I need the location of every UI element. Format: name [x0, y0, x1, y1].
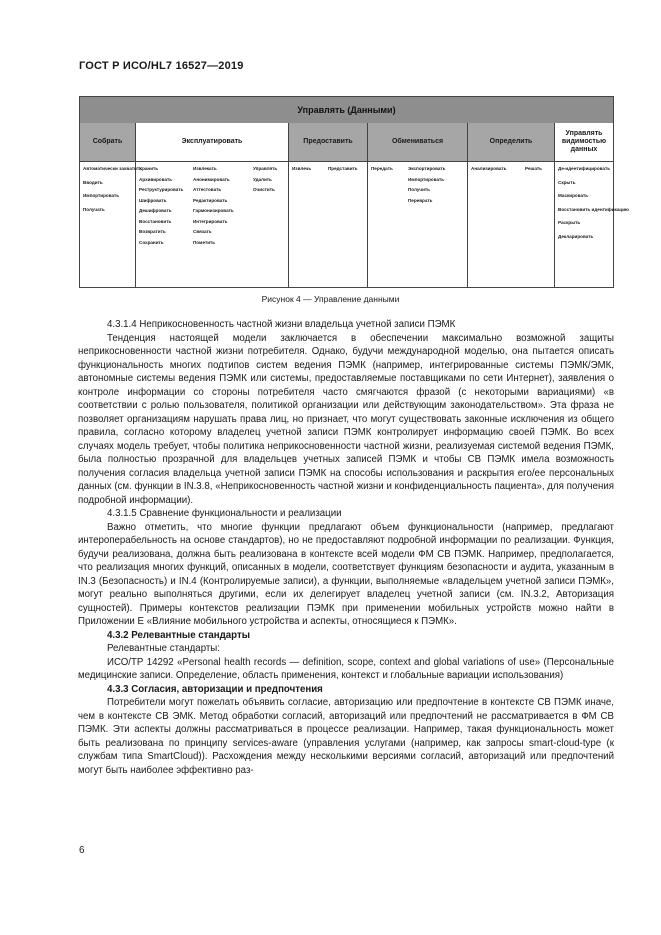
transmit-subcolumn	[368, 161, 405, 287]
figure-caption: Рисунок 4 — Управление данными	[261, 294, 400, 304]
section-heading: 4.3.3 Согласия, авторизации и предпочтения	[107, 683, 323, 695]
extract-subcolumn	[190, 161, 250, 287]
column-header-provide: Предоставить	[289, 123, 368, 161]
function-item: Аттестовать	[193, 187, 222, 192]
function-item: Гармонизировать	[193, 208, 234, 213]
function-item: Извлечь	[292, 166, 312, 171]
function-item: Декларировать	[558, 233, 594, 239]
function-item: Переврать	[408, 197, 433, 203]
visibility-column	[555, 161, 629, 287]
column-header-collect: Собрать	[80, 123, 136, 161]
manage-subcolumn	[250, 161, 289, 287]
decide-subcolumn	[522, 161, 555, 287]
function-item: Экспортировать	[408, 166, 446, 171]
function-item: Маскировать	[558, 193, 589, 198]
function-item: Интегрировать	[193, 218, 228, 224]
paragraph: Тенденция настоящей модели заключается в обеспечении максимально возможной защиты неприкосновенности частной жизни потребителя. Однако, будучи международной моделью, она пытается описать функциональность многих подтипов систем ведения ПЭМК (например, интегрированные системы ПЭМК/ЭМК, автономные системы ведения ПЭМК или системы, предоставляемые поставщиками по сети Интернет), заявления о контроле информации со стороны потребителя часто смягчаются фразой (с некоторыми вариациями) «в соответствии с ролью пользователя, политикой организации или действующим законодательством». Эта фраза не позволяет организациям нарушать права лиц, но признает, что могут существовать законные исключения из общего правила, согласно которому владелец учетной записи ПЭМК контролирует информацию своей ПЭМК. Во всех случаях модель требует, чтобы политика неприкосновенности частной жизни, реализуемая системой ведения ПЭМК, была полностью прозрачной для владельцев учетных записей ПЭМК и чтобы СВ ПЭМК имела возможность получения согласия владельца учетной записи ПЭМК на способы использования и раскрытия его/ее персональных данных (см. функции в IN.3.8, «Неприкосновенность частной жизни и конфиденциальность пациента», для получения подробной информации).	[78, 332, 614, 506]
function-item: Очистить	[253, 187, 275, 192]
body-text	[78, 318, 614, 777]
function-item: Реструктурировать	[139, 187, 184, 192]
function-item: Восстановить	[139, 218, 172, 224]
function-item: Связать	[193, 229, 212, 234]
paragraph: Важно отметить, что многие функции предлагают объем функциональности (например, предлагают интероперабельность на основе стандартов), но не предоставляют подробной информации по реализации. Функция, будучи реализована, должна быть реализована в контексте всей модели ФМ СВ ПЭМК. Например, предполагается, что реализация многих функций, описанных в модели, соответствует функциям безопасности и аудита, указанным в IN.3 (Безопасность) и IN.4 (Контролируемые записи), а функции, выполняемые «владельцем учетной записи ПЭМК», могут реально выполняться другими, если их делегирует владелец учетной записи (см. IN.3.2, Авторизация сущностей). Примеры контекстов реализации ПЭМК при применении мобильных устройств можно найти в Приложении Е «Влияние мобильного устройства и аспекты, относящиеся к ПЭМК».	[78, 521, 614, 627]
paragraph: ИСО/ТР 14292 «Personal health records — definition, scope, context and global variations of use» (Персональные медицинские записи. Определение, область применения, контекст и глобальные вариации использования)	[78, 656, 614, 681]
function-item: Извлекать	[193, 166, 217, 171]
function-item: Сохранить	[139, 239, 164, 245]
function-item: Шифровать	[139, 197, 167, 203]
column-header-visibility: Управлять видимостью данных	[555, 123, 613, 161]
column-header-operate: Эксплуатировать	[136, 123, 289, 161]
function-item: Автоматически захватить	[83, 166, 142, 171]
figure-header-row	[80, 123, 613, 162]
analyze-subcolumn	[468, 161, 522, 287]
function-item: Раскрыть	[558, 220, 581, 225]
function-item: Анализировать	[471, 166, 507, 171]
function-item: Решать	[525, 166, 542, 171]
paragraph: Потребители могут пожелать объявить согласие, авторизацию или предпочтение в контексте СВ ПЭМК иначе, чем в контексте СВ ЭМК. Метод обработки согласий, авторизаций или предпочтений не рассматривается в ФМ СВ ПЭМК. Эти аспекты должны рассматриваться в процессе реализации. Например, такая функциональность может быть реализована по принципу services-aware (управления услугами (например, как запросы smart-cloud-type (к службам типа SmartCloud)). Расхождения между несколькими версиями согласий, авторизаций или предпочтений могут быть наиболее эффективно раз-	[78, 697, 614, 776]
function-item: Управлять	[253, 166, 278, 171]
function-item: Редактировать	[193, 197, 228, 203]
figure-body	[80, 161, 629, 287]
export-subcolumn	[405, 161, 468, 287]
function-item: Восстановить идентификацию	[558, 206, 629, 212]
column-header-determine: Определить	[468, 123, 555, 161]
figure-title: Управлять (Данными)	[80, 97, 613, 124]
document-header: ГОСТ Р ИСО/HL7 16527—2019	[79, 60, 244, 72]
function-item: Архивировать	[139, 176, 173, 182]
data-management-figure	[79, 96, 629, 288]
page-number: 6	[79, 845, 85, 856]
function-item: Скрыть	[558, 179, 576, 185]
function-item: Получать	[83, 206, 105, 212]
section-heading: 4.3.1.5 Сравнение функциональности и реализации	[107, 508, 342, 519]
store-subcolumn	[136, 161, 190, 287]
retrieve-subcolumn	[289, 161, 325, 287]
function-item: Хранить	[139, 166, 159, 171]
paragraph: Релевантные стандарты:	[107, 643, 220, 654]
section-heading: 4.3.1.4 Неприкосновенность частной жизни владельца учетной записи ПЭМК	[107, 319, 456, 330]
function-item: Анонимировать	[193, 176, 230, 182]
column-header-exchange: Обмениваться	[368, 123, 468, 161]
function-item: Импортировать	[83, 193, 120, 198]
function-item: Представить	[328, 166, 358, 171]
function-item: Вводить	[83, 179, 103, 185]
function-item: Удалить	[253, 176, 272, 182]
function-item: Возвратить	[139, 229, 166, 234]
function-item: Получить	[408, 187, 430, 192]
collect-column	[80, 161, 142, 287]
function-item: Дешифровать	[139, 208, 172, 213]
function-item: Пометить	[193, 239, 216, 245]
function-item: Де-идентифицировать	[558, 166, 611, 171]
present-subcolumn	[325, 161, 368, 287]
section-heading: 4.3.2 Релевантные стандарты	[107, 629, 250, 641]
function-item: Передать	[371, 166, 393, 171]
function-item: Импортировать	[408, 176, 445, 182]
